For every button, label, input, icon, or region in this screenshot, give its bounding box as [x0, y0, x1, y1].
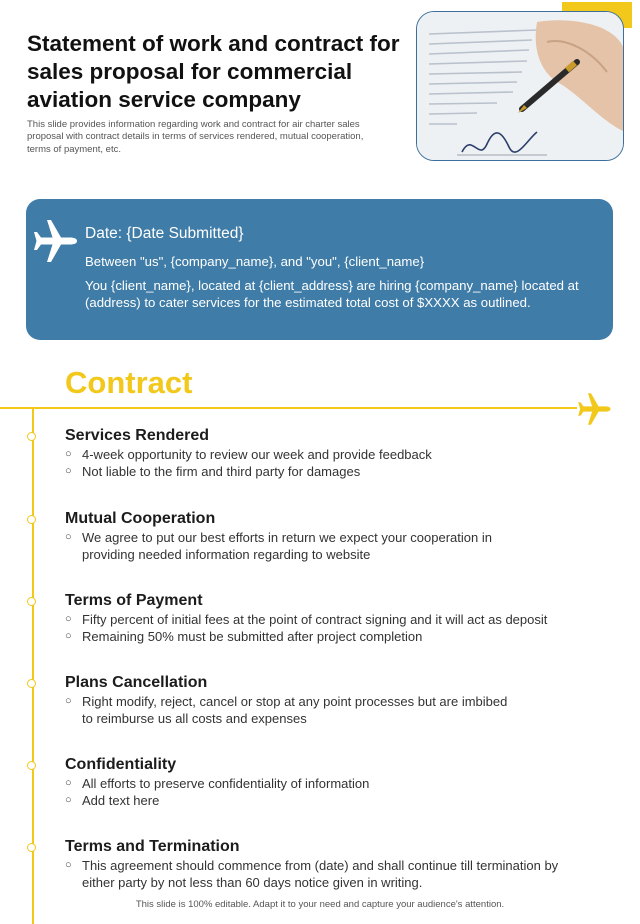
signing-photo — [416, 11, 628, 164]
contract-heading: Contract — [65, 365, 193, 400]
timeline-dot — [27, 597, 36, 606]
timeline-dot — [27, 761, 36, 770]
bullet-circle-icon: ○ — [65, 448, 72, 460]
page-subtitle: This slide provides information regarding work and contract for air charter sales proposal with contract details in terms of services rendered, mutual cooperation, terms of payment, etc. — [27, 119, 364, 155]
list-item: ○ Fifty percent of initial fees at the point of contract signing and it will act as deposit — [65, 612, 548, 627]
section-title: Confidentiality — [65, 756, 177, 773]
airplane-icon — [31, 217, 79, 265]
contract-section-services-rendered — [65, 426, 625, 480]
bullet-circle-icon: ○ — [65, 695, 72, 707]
bullet-circle-icon: ○ — [65, 465, 72, 477]
section-title: Plans Cancellation — [65, 674, 208, 691]
hiring-statement: You {client_name}, located at {client_address} are hiring {company_name} located at (address) to cater services for the estimated total cost of $XXXX as outlined. — [85, 278, 579, 310]
list-item: ○ 4-week opportunity to review our week and provide feedback — [65, 447, 432, 462]
bullet-circle-icon: ○ — [65, 630, 72, 642]
timeline-dot — [27, 515, 36, 524]
parties-line: Between "us", {company_name}, and "you", {client_name} — [85, 254, 425, 269]
airplane-icon — [574, 391, 614, 427]
contract-section-terms-and-termination — [65, 837, 565, 891]
footer-note: This slide is 100% editable. Adapt it to your need and capture your audience's attention. — [135, 899, 505, 910]
timeline-horizontal-line — [0, 407, 577, 409]
date-submitted: Date: {Date Submitted} — [85, 225, 244, 242]
proposal-info-box — [26, 199, 613, 340]
contract-section-confidentiality — [65, 755, 625, 809]
page-title: Statement of work and contract for sales proposal for commercial aviation service company — [27, 31, 400, 112]
bullet-circle-icon: ○ — [65, 794, 72, 806]
section-title: Terms of Payment — [65, 592, 203, 609]
list-item: ○ Right modify, reject, cancel or stop at any point processes but are imbibed to reimburse us all costs and expenses — [65, 694, 508, 726]
bullet-circle-icon: ○ — [65, 859, 72, 871]
timeline-dot — [27, 432, 36, 441]
list-item: ○ Remaining 50% must be submitted after project completion — [65, 629, 423, 644]
contract-section-plans-cancellation — [65, 673, 515, 727]
list-item: ○ We agree to put our best efforts in return we expect your cooperation in providing needed information regarding to website — [65, 530, 492, 562]
photo-frame — [416, 11, 624, 161]
pen-signing-document-icon — [417, 12, 624, 161]
bullet-circle-icon: ○ — [65, 777, 72, 789]
contract-section-terms-of-payment — [65, 591, 625, 645]
contract-section-mutual-cooperation — [65, 509, 515, 563]
bullet-circle-icon: ○ — [65, 613, 72, 625]
list-item: ○ Not liable to the firm and third party for damages — [65, 464, 361, 479]
list-item: ○ This agreement should commence from (date) and shall continue till termination by either party by not less than 60 days notice given in writing. — [65, 858, 559, 890]
timeline-dot — [27, 843, 36, 852]
section-title: Mutual Cooperation — [65, 510, 216, 527]
bullet-circle-icon: ○ — [65, 531, 72, 543]
section-title: Services Rendered — [65, 427, 210, 444]
list-item: ○ All efforts to preserve confidentiality of information — [65, 776, 370, 791]
list-item: ○ Add text here — [65, 793, 160, 808]
timeline-dot — [27, 679, 36, 688]
section-title: Terms and Termination — [65, 838, 240, 855]
